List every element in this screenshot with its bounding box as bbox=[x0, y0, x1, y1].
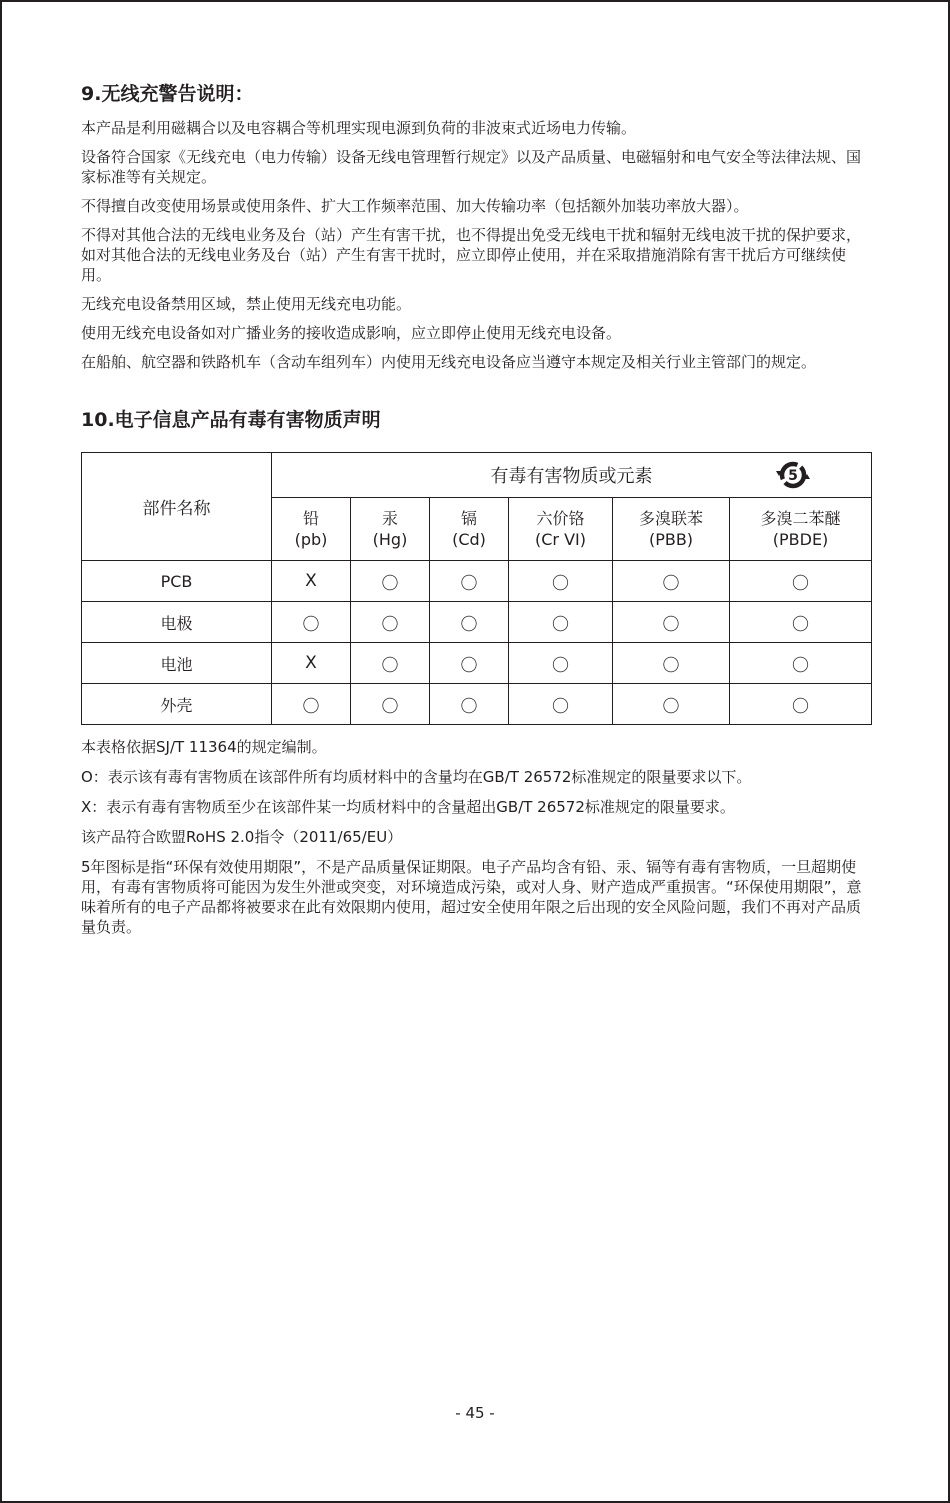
substance-symbol: (PBB) bbox=[648, 530, 694, 549]
substance-name: 多溴二苯醚 bbox=[760, 509, 841, 528]
substance-name: 六价铬 bbox=[536, 509, 585, 528]
substance-name: 镉 bbox=[460, 509, 477, 528]
substance-symbol: (Cd) bbox=[452, 530, 486, 549]
section-10-title: 10.电子信息产品有毒有害物质声明 bbox=[81, 409, 381, 431]
page-number: - 45 - bbox=[455, 1404, 495, 1422]
substance-group-label: 有毒有害物质或元素 bbox=[490, 466, 653, 487]
mark-cell: 〇 bbox=[351, 684, 430, 725]
substance-header-pbb bbox=[613, 498, 730, 561]
mark-cell: 〇 bbox=[730, 602, 872, 643]
table-row bbox=[82, 561, 872, 602]
note: O：表示该有毒有害物质在该部件所有均质材料中的含量均在GB/T 26572标准规定的限量要求以下。 bbox=[81, 768, 752, 786]
mark-cell: 〇 bbox=[351, 643, 430, 684]
note: 该产品符合欧盟RoHS 2.0指令（2011/65/EU） bbox=[81, 828, 403, 846]
page-content bbox=[81, 80, 881, 947]
mark-cell: 〇 bbox=[430, 561, 509, 602]
logo-number: 5 bbox=[788, 468, 798, 484]
mark-cell: 〇 bbox=[509, 561, 613, 602]
mark-cell: 〇 bbox=[430, 602, 509, 643]
substance-name: 铅 bbox=[302, 509, 319, 528]
part-cell: 外壳 bbox=[82, 684, 272, 725]
mark-cell: 〇 bbox=[613, 643, 730, 684]
section-9-title: 9.无线充警告说明： bbox=[81, 83, 254, 105]
table-row bbox=[82, 643, 872, 684]
paragraph: 在船舶、航空器和铁路机车（含动车组列车）内使用无线充电设备应当遵守本规定及相关行业主管部门的规定。 bbox=[81, 353, 817, 371]
mark-cell: 〇 bbox=[430, 684, 509, 725]
mark-cell: 〇 bbox=[730, 561, 872, 602]
mark-cell: 〇 bbox=[613, 561, 730, 602]
note: 5年图标是指“环保有效使用期限”，不是产品质量保证期限。电子产品均含有铅、汞、镉等有毒有害物质，一旦超期使用，有毒有害物质将可能因为发生外泄或突变，对环境造成污染，或对人身、财产造成严重损害。“环保使用期限”，意味着所有的电子产品都将被要求在此有效限期内使用，超过安全使用年限之后出现的安全风险问题，我们不再对产品质量负责。 bbox=[81, 858, 862, 936]
paragraph: 不得对其他合法的无线电业务及台（站）产生有害干扰，也不得提出免受无线电干扰和辐射无线电波干扰的保护要求，如对其他合法的无线电业务及台（站）产生有害干扰时，应立即停止使用，并在采取措施消除有害干扰后方可继续使用。 bbox=[81, 226, 862, 284]
eco-period-5-icon bbox=[773, 460, 813, 490]
substance-header-mercury bbox=[351, 498, 430, 561]
paragraph: 无线充电设备禁用区域，禁止使用无线充电功能。 bbox=[81, 295, 412, 313]
part-name-header: 部件名称 bbox=[82, 453, 272, 561]
mark-cell: 〇 bbox=[351, 602, 430, 643]
substance-symbol: (Cr VI) bbox=[535, 530, 586, 549]
mark-cell: X bbox=[272, 561, 351, 602]
substance-symbol: (Hg) bbox=[372, 530, 408, 549]
table-notes bbox=[81, 737, 881, 937]
paragraph: 设备符合国家《无线充电（电力传输）设备无线电管理暂行规定》以及产品质量、电磁辐射和电气安全等法律法规、国家标准等有关规定。 bbox=[81, 148, 862, 186]
mark-cell: 〇 bbox=[509, 602, 613, 643]
mark-cell: 〇 bbox=[509, 684, 613, 725]
mark-cell: 〇 bbox=[613, 684, 730, 725]
mark-cell: 〇 bbox=[730, 684, 872, 725]
paragraph: 使用无线充电设备如对广播业务的接收造成影响，应立即停止使用无线充电设备。 bbox=[81, 324, 622, 342]
table-row bbox=[82, 684, 872, 725]
paragraph: 本产品是利用磁耦合以及电容耦合等机理实现电源到负荷的非波束式近场电力传输。 bbox=[81, 119, 637, 137]
substance-name: 汞 bbox=[381, 509, 398, 528]
mark-cell: 〇 bbox=[613, 602, 730, 643]
part-cell: 电池 bbox=[82, 643, 272, 684]
substance-group-header bbox=[272, 453, 872, 498]
part-cell: 电极 bbox=[82, 602, 272, 643]
mark-cell: 〇 bbox=[351, 561, 430, 602]
substance-symbol: (PBDE) bbox=[772, 530, 829, 549]
table-row bbox=[82, 602, 872, 643]
section-9-body bbox=[81, 118, 881, 372]
substance-header-pbde bbox=[730, 498, 872, 561]
substance-name: 多溴联苯 bbox=[638, 509, 703, 528]
note: X：表示有毒有害物质至少在该部件某一均质材料中的含量超出GB/T 26572标准规定的限量要求。 bbox=[81, 798, 735, 816]
note: 本表格依据SJ/T 11364的规定编制。 bbox=[81, 738, 327, 756]
mark-cell: 〇 bbox=[272, 602, 351, 643]
mark-cell: 〇 bbox=[272, 684, 351, 725]
mark-cell: 〇 bbox=[730, 643, 872, 684]
mark-cell: X bbox=[272, 643, 351, 684]
mark-cell: 〇 bbox=[509, 643, 613, 684]
substance-symbol: (pb) bbox=[294, 530, 328, 549]
substance-header-chromium bbox=[509, 498, 613, 561]
paragraph: 不得擅自改变使用场景或使用条件、扩大工作频率范围、加大传输功率（包括额外加装功率放大器）。 bbox=[81, 197, 749, 215]
hazardous-substances-table bbox=[81, 452, 872, 725]
mark-cell: 〇 bbox=[430, 643, 509, 684]
substance-header-lead bbox=[272, 498, 351, 561]
part-cell: PCB bbox=[82, 561, 272, 602]
substance-header-cadmium bbox=[430, 498, 509, 561]
